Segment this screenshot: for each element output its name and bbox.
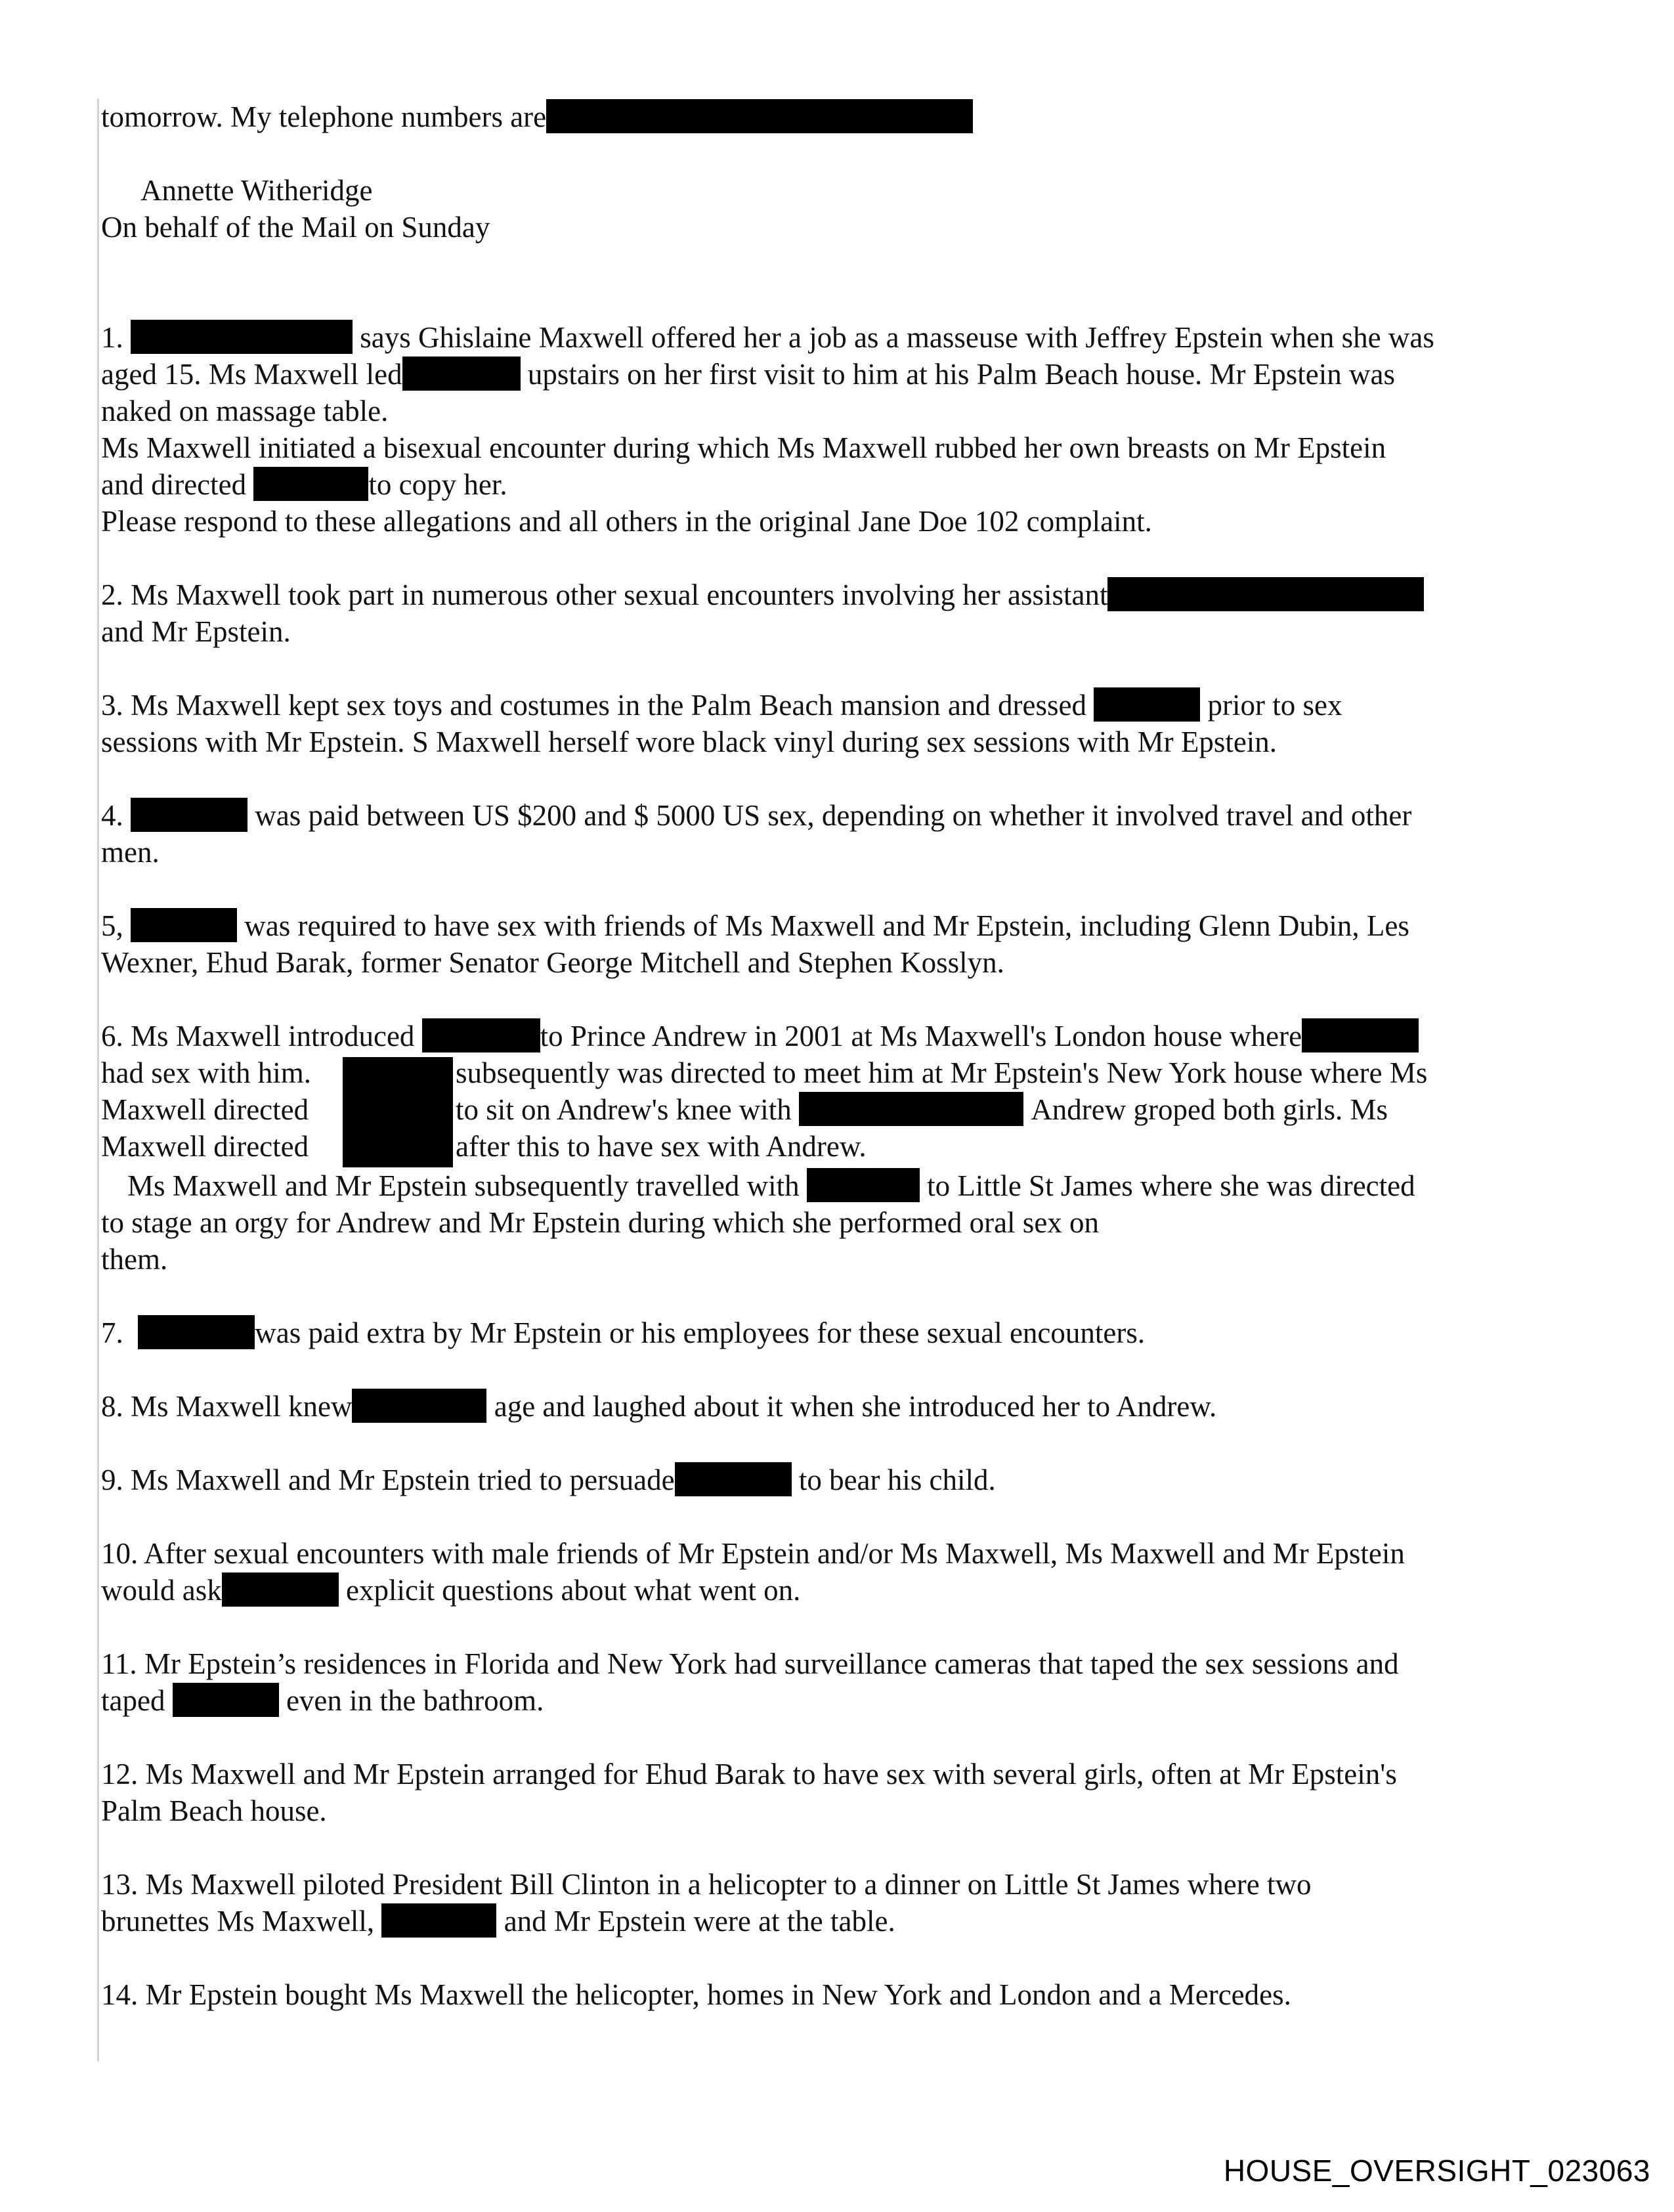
allegation-item-11: 11. Mr Epstein’s residences in Florida and New York had surveillance cameras that taped the sex sessions and taped even in the bathroom.: [101, 1647, 1399, 1717]
allegation-item-14: 14. Mr Epstein bought Ms Maxwell the helicopter, homes in New York and London and a Mercedes.: [101, 1978, 1291, 2011]
redaction-bar: [222, 1572, 339, 1607]
redaction-bar: [131, 908, 237, 942]
margin-rule: [97, 98, 99, 2062]
allegation-item-13: 13. Ms Maxwell piloted President Bill Clinton in a helicopter to a dinner on Little St James where two brunettes Ms Maxwell, and Mr Epstein were at the table.: [101, 1868, 1312, 1938]
redaction-bar: [173, 1683, 279, 1717]
redaction-bar: [131, 798, 247, 832]
redaction-bar: [799, 1092, 1023, 1126]
author-affiliation: On behalf of the Mail on Sunday: [101, 211, 490, 244]
redaction-bar: [1107, 577, 1424, 611]
redaction-bar: [422, 1018, 540, 1052]
allegation-item-9: 9. Ms Maxwell and Mr Epstein tried to persuade to bear his child.: [101, 1464, 996, 1496]
allegation-item-8: 8. Ms Maxwell knew age and laughed about it when she introduced her to Andrew.: [101, 1390, 1217, 1423]
redaction-bar: [1302, 1018, 1419, 1052]
redaction-bar: [675, 1462, 792, 1496]
allegation-item-10: 10. After sexual encounters with male friends of Mr Epstein and/or Ms Maxwell, Ms Maxwell and Mr Epstein would ask explicit questions about what went on.: [101, 1537, 1405, 1607]
redaction-bar: [807, 1168, 920, 1202]
redaction-bar: [343, 1057, 453, 1167]
allegation-item-2: 2. Ms Maxwell took part in numerous other sexual encounters involving her assistant and Mr Epstein.: [101, 576, 1572, 650]
redaction-bar: [546, 99, 973, 133]
document-id: HOUSE_OVERSIGHT_023063: [1223, 2154, 1650, 2188]
intro-phone-line: [101, 98, 1572, 135]
redaction-bar: [381, 1903, 496, 1938]
redaction-bar: [402, 357, 521, 391]
redaction-bar: [253, 467, 368, 501]
document-page: [101, 98, 1572, 2013]
allegation-item-3: 3. Ms Maxwell kept sex toys and costumes in the Palm Beach mansion and dressed prior to sex sessions with Mr Epstein. S Maxwell herself wore black vinyl during sex sessions with Mr Epstein.: [101, 689, 1342, 758]
phone-text: tomorrow. My telephone numbers are: [101, 100, 547, 133]
allegation-item-1: 1. says Ghislaine Maxwell offered her a job as a masseuse with Jeffrey Epstein when she was aged 15. Ms Maxwell led upstairs on her first visit to him at his Palm Beach house. Mr Epstein was naked on massage table. Ms Maxwell initiated a bisexual encounter during which Ms Maxwell rubbed her own breasts on Mr Epstein and directed to copy her. Please respond to these allegations and all others in the original Jane Doe 102 complaint.: [101, 321, 1434, 538]
redaction-bar: [138, 1315, 255, 1349]
allegation-item-12: 12. Ms Maxwell and Mr Epstein arranged for Ehud Barak to have sex with several girls, often at Mr Epstein's Palm Beach house.: [101, 1758, 1397, 1827]
redaction-bar: [352, 1389, 486, 1423]
allegation-item-5: 5, was required to have sex with friends of Ms Maxwell and Mr Epstein, including Glenn Dubin, Les Wexner, Ehud Barak, former Senator George Mitchell and Stephen Kosslyn.: [101, 909, 1409, 979]
allegation-item-4: 4. was paid between US $200 and $ 5000 US sex, depending on whether it involved travel and other men.: [101, 799, 1412, 869]
author-name: Annette Witheridge: [140, 174, 373, 207]
allegation-item-7: 7. was paid extra by Mr Epstein or his employees for these sexual encounters.: [101, 1316, 1146, 1349]
allegation-item-6: 6. Ms Maxwell introduced to Prince Andrew in 2001 at Ms Maxwell's London house where had sex with him. Maxwell directed Maxwell directed subsequently was directed to meet him at Mr Epstein's New York house where Ms to sit on Andrew's knee with Andrew groped both girls. Ms after this to have sex with Andrew. Ms Maxwell and Mr Epstein subsequently travelled with to Little St James where she was directed to stage an orgy for Andrew and Mr Epstein during which she performed oral sex on them.: [101, 1020, 1428, 1276]
redaction-bar: [131, 320, 353, 354]
redaction-bar: [1094, 687, 1200, 722]
